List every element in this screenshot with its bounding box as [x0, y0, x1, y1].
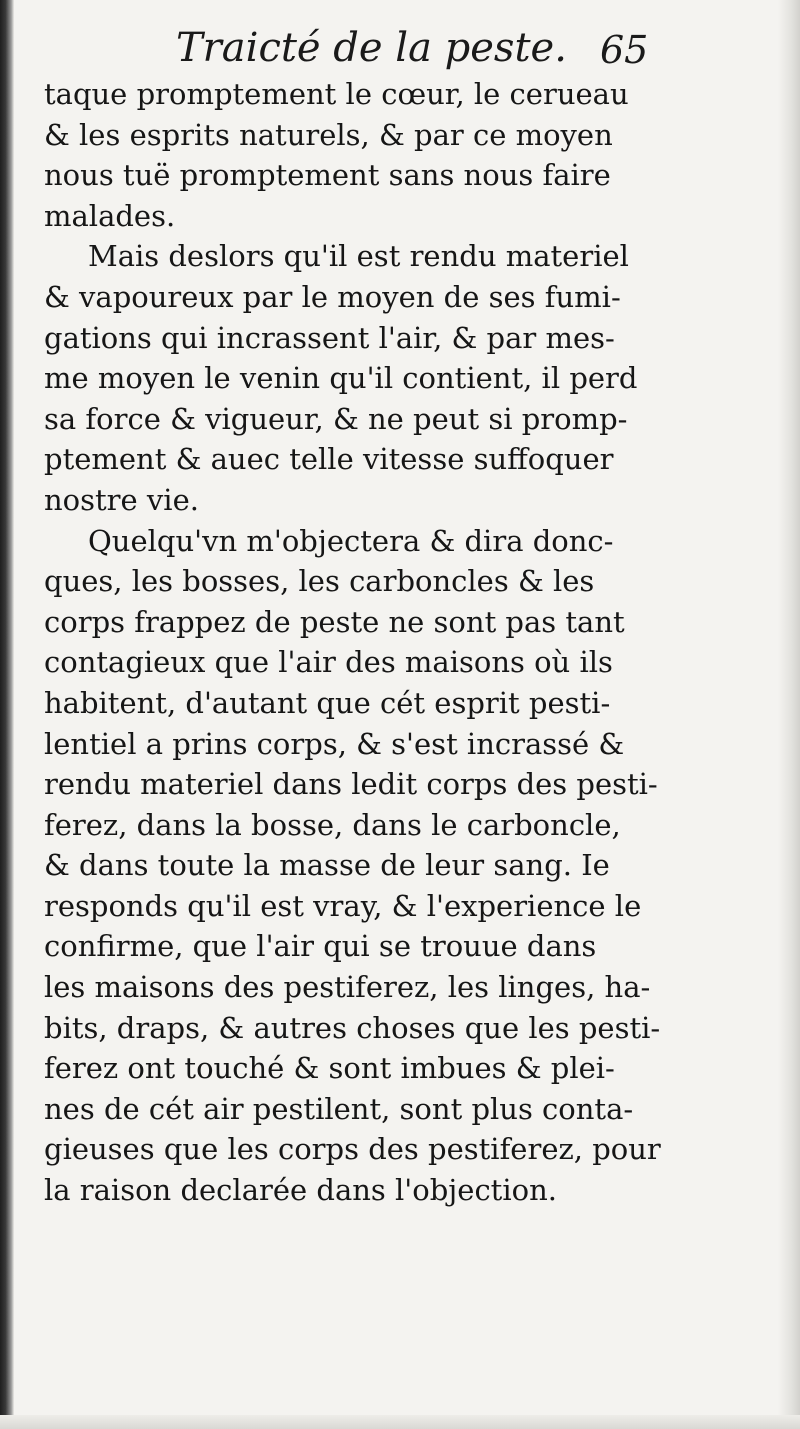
text-line: ques, les bosses, les carboncles & les	[44, 564, 595, 599]
text-line: gations qui incrassent l'air, & par mes-	[44, 320, 615, 355]
text-line: & dans toute la masse de leur sang. Ie	[44, 848, 610, 883]
paragraph-1	[44, 74, 664, 236]
body-text	[44, 74, 664, 1211]
text-line: taque promptement le cœur, le cerueau	[44, 77, 629, 111]
text-line: la raison declarée dans l'objection.	[44, 1173, 557, 1208]
text-line: les maisons des pestiferez, les linges, ha-	[44, 970, 651, 1005]
page-bottom-margin	[0, 1415, 800, 1429]
text-line: rendu materiel dans ledit corps des pesti-	[44, 767, 658, 802]
text-line: me moyen le venin qu'il contient, il perd	[44, 361, 638, 396]
page-right-margin	[778, 0, 800, 1429]
paragraph-2	[44, 236, 664, 520]
text-line: & les esprits naturels, & par ce moyen	[44, 117, 613, 152]
text-line: & vapoureux par le moyen de ses fumi-	[44, 279, 621, 314]
running-head-title: Traicté de la peste.	[176, 25, 567, 71]
text-line: ferez ont touché & sont imbues & plei-	[44, 1051, 615, 1086]
page-gutter-shadow	[0, 0, 14, 1429]
text-line: nostre vie.	[44, 482, 199, 517]
text-line: nous tuë promptement sans nous faire	[44, 158, 611, 193]
text-line: ptement & auec telle vitesse suffoquer	[44, 442, 614, 477]
text-line: malades.	[44, 198, 176, 233]
text-line: lentiel a prins corps, & s'est incrassé &	[44, 726, 625, 761]
text-line: habitent, d'autant que cét esprit pesti-	[44, 685, 611, 720]
page-number: 65	[600, 28, 649, 72]
text-line: bits, draps, & autres choses que les pesti-	[44, 1010, 661, 1045]
text-line: Quelqu'vn m'objectera & dira donc-	[88, 523, 614, 558]
text-line: contagieux que l'air des maisons où ils	[44, 645, 613, 680]
text-line: nes de cét air pestilent, sont plus conta-	[44, 1091, 634, 1126]
text-line: sa force & vigueur, & ne peut si promp-	[44, 401, 628, 436]
text-line: Mais deslors qu'il est rendu materiel	[88, 239, 629, 274]
text-line: corps frappez de peste ne sont pas tant	[44, 604, 625, 639]
text-line: confirme, que l'air qui se trouue dans	[44, 929, 597, 964]
text-line: responds qu'il est vray, & l'experience le	[44, 888, 642, 923]
text-line: gieuses que les corps des pestiferez, pour	[44, 1132, 661, 1167]
paragraph-3	[44, 521, 664, 1211]
text-line: ferez, dans la bosse, dans le carboncle,	[44, 807, 621, 842]
